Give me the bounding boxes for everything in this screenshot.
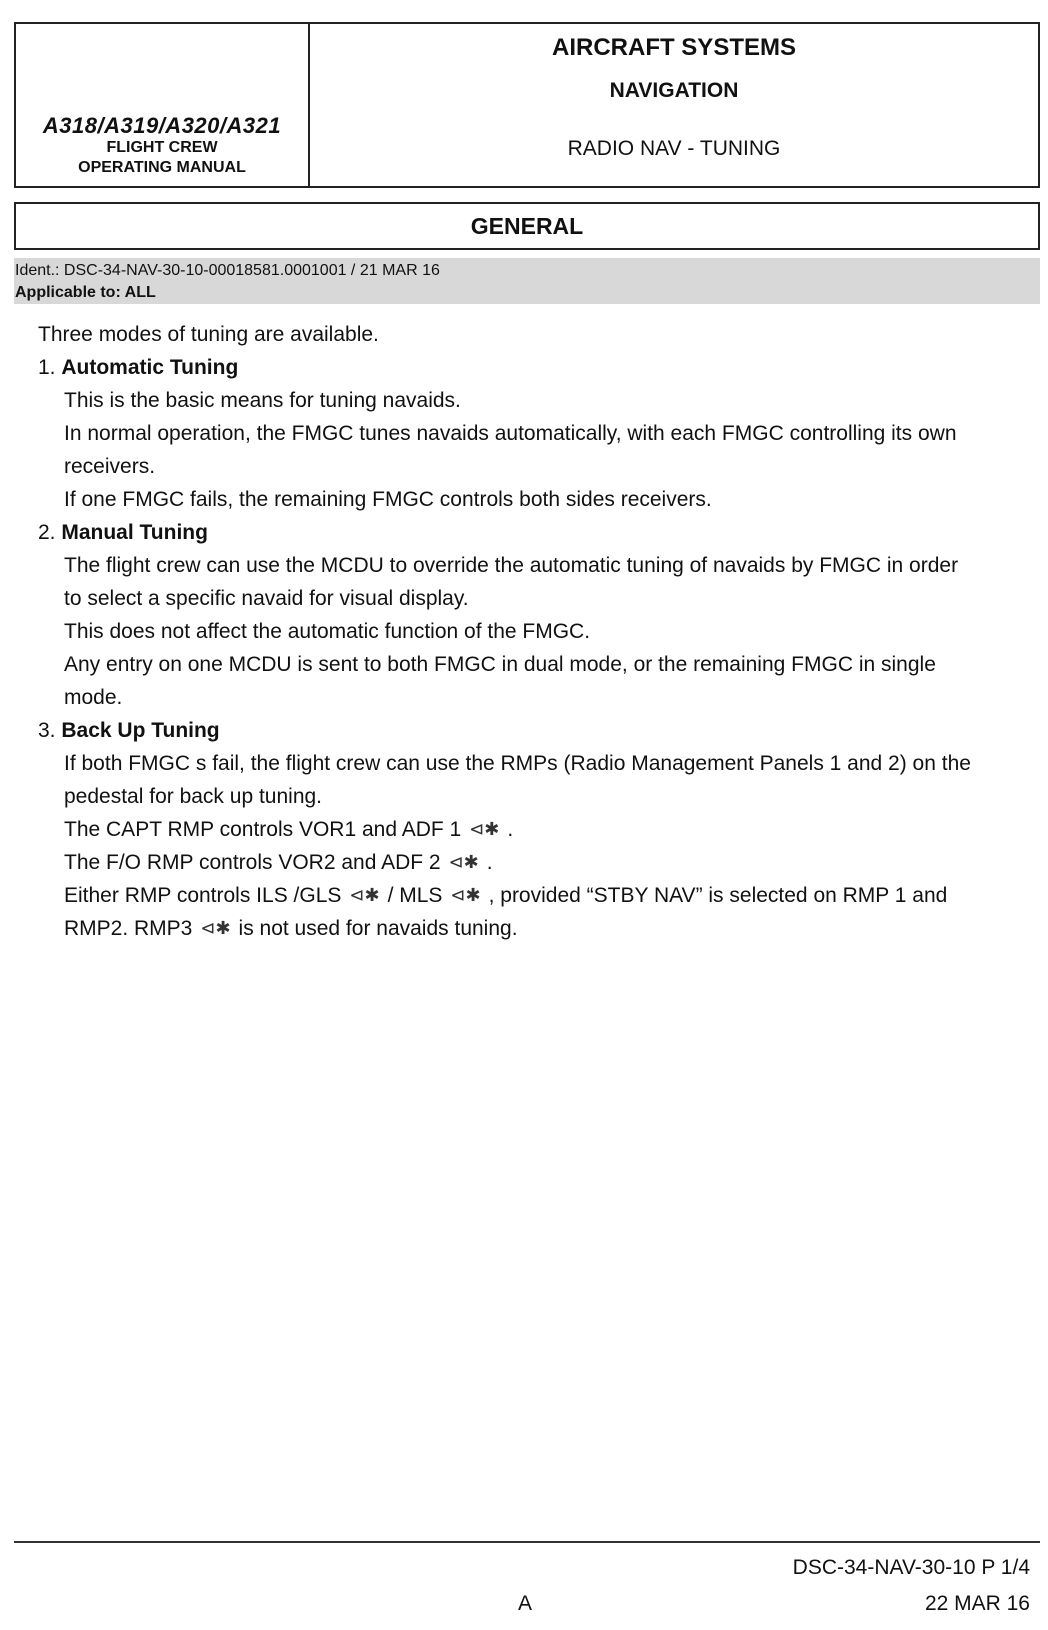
page-date: 22 MAR 16: [924, 1592, 1030, 1615]
section-title: NAVIGATION: [609, 79, 739, 102]
effectivity-icon: ⊲✱: [448, 852, 479, 872]
item-2-line: to select a specific navaid for visual display.: [64, 587, 469, 610]
body-content: [38, 318, 1028, 945]
item-number: 3.: [38, 719, 56, 742]
footer-divider: [14, 1541, 1040, 1543]
capt-rmp-line: The CAPT RMP controls VOR1 and ADF 1 ⊲✱ .: [38, 813, 1028, 846]
fo-rmp-line: The F/O RMP controls VOR2 and ADF 2 ⊲✱ .: [38, 846, 1028, 879]
aircraft-models: A318/A319/A320/A321: [42, 113, 282, 138]
item-3-line: pedestal for back up tuning.: [64, 785, 323, 808]
header-right: [310, 24, 1038, 186]
item-title: Automatic Tuning: [61, 356, 239, 379]
header-left: [16, 24, 310, 186]
item-1-line: receivers.: [64, 455, 156, 478]
item-2-line: The flight crew can use the MCDU to override the automatic tuning of navaids by FMGC in order: [64, 554, 959, 577]
topic-title: RADIO NAV - TUNING: [567, 137, 781, 160]
item-title: Back Up Tuning: [61, 719, 220, 742]
header-box: [14, 22, 1040, 188]
item-3-line: If both FMGC s fail, the flight crew can use the RMPs (Radio Management Panels 1 and 2) on the: [64, 752, 971, 775]
item-2-line: This does not affect the automatic function of the FMGC.: [64, 620, 591, 643]
item-number: 1.: [38, 356, 56, 379]
page-code: DSC-34-NAV-30-10 P 1/4: [792, 1556, 1030, 1579]
applicable-line: Applicable to: ALL: [15, 284, 156, 301]
item-1-line: If one FMGC fails, the remaining FMGC controls both sides receivers.: [64, 488, 712, 511]
ident-bar: [14, 258, 1040, 304]
revision-letter: A: [518, 1592, 533, 1615]
rmp3-line: RMP2. RMP3 ⊲✱ is not used for navaids tuning.: [38, 912, 1028, 945]
either-rmp-line: Either RMP controls ILS /GLS ⊲✱ / MLS ⊲✱ , provided “STBY NAV” is selected on RMP 1 and: [38, 879, 1028, 912]
item-number: 2.: [38, 521, 56, 544]
subject-heading: GENERAL: [14, 202, 1040, 250]
item-2-line: mode.: [64, 686, 123, 709]
effectivity-icon: ⊲✱: [200, 918, 231, 938]
intro-text: Three modes of tuning are available.: [38, 323, 379, 346]
item-1-heading: [38, 351, 1028, 384]
manual-title-line2: OPERATING MANUAL: [78, 159, 246, 176]
item-3-heading: [38, 714, 1028, 747]
effectivity-icon: ⊲✱: [469, 819, 500, 839]
item-1-line: This is the basic means for tuning navaids.: [64, 389, 461, 412]
item-1-line: In normal operation, the FMGC tunes navaids automatically, with each FMGC controlling its own: [64, 422, 957, 445]
manual-title-line1: FLIGHT CREW: [106, 139, 218, 156]
item-title: Manual Tuning: [61, 521, 208, 544]
effectivity-icon: ⊲✱: [450, 885, 481, 905]
item-2-line: Any entry on one MCDU is sent to both FMGC in dual mode, or the remaining FMGC in single: [64, 653, 936, 676]
chapter-title: AIRCRAFT SYSTEMS: [551, 34, 796, 61]
ident-line: Ident.: DSC-34-NAV-30-10-00018581.0001001 / 21 MAR 16: [15, 262, 440, 279]
item-2-heading: [38, 516, 1028, 549]
effectivity-icon: ⊲✱: [349, 885, 380, 905]
